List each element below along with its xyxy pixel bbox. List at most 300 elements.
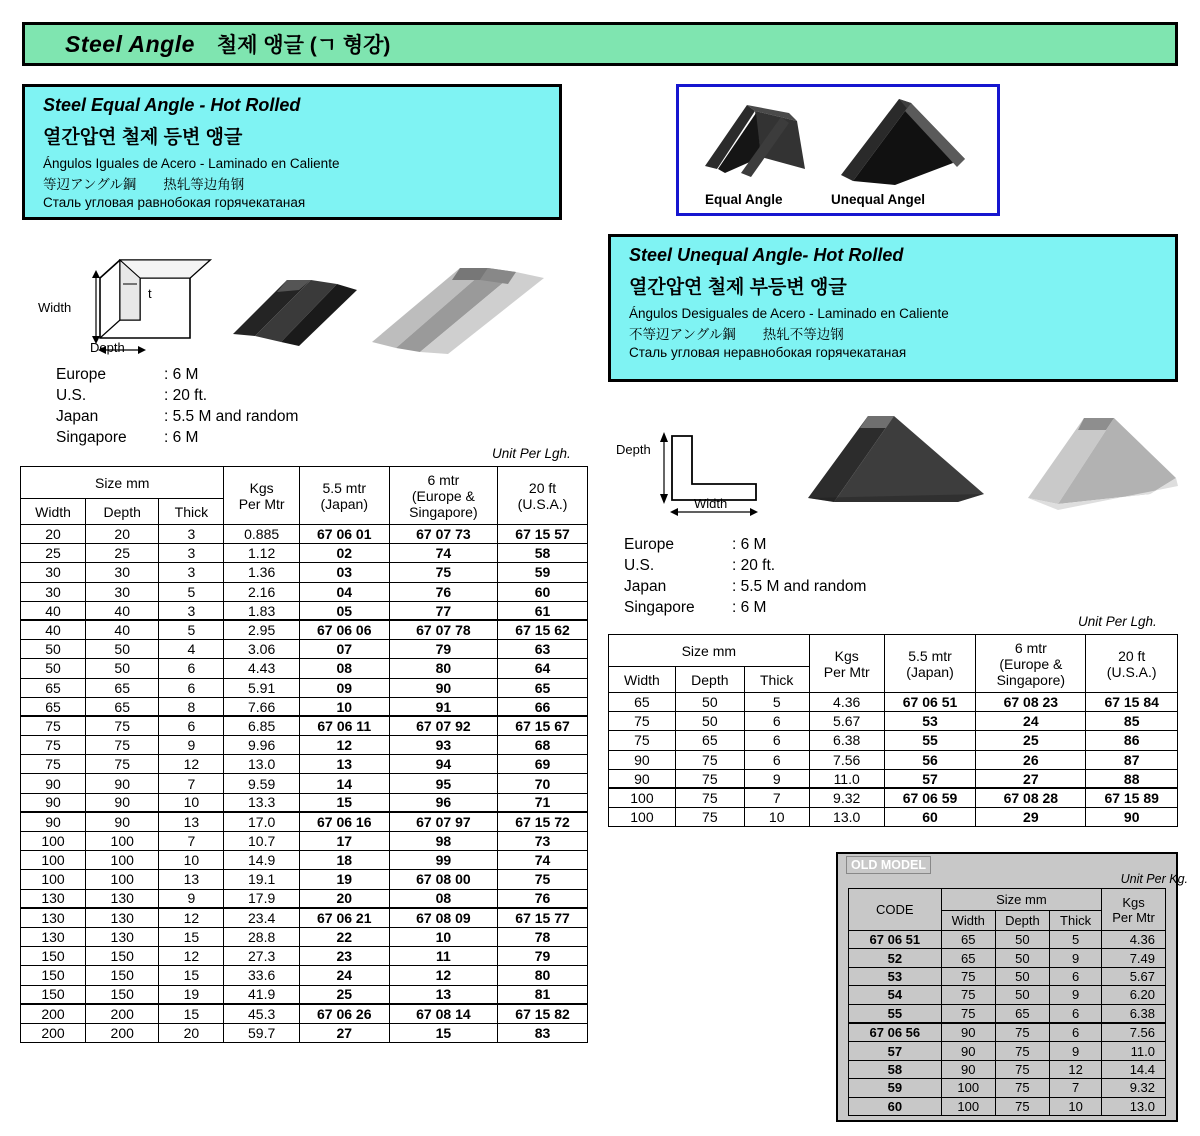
- th-size-mm: Size mm: [21, 467, 224, 499]
- cell-width: 40: [21, 620, 86, 639]
- cell-depth: 20: [86, 525, 159, 544]
- th-old-kgs-l1: Kgs: [1122, 894, 1145, 910]
- cell-width: 30: [21, 563, 86, 582]
- cell-thick: 6: [744, 750, 809, 769]
- cell-width: 100: [21, 851, 86, 870]
- cell-code-europe: 90: [389, 678, 497, 697]
- cell-thick: 7: [159, 774, 224, 793]
- cell-code-europe: 98: [389, 832, 497, 851]
- th-europe-l3: Singapore): [409, 503, 478, 520]
- table-row: [609, 712, 1178, 731]
- th-old-depth: Depth: [995, 911, 1049, 931]
- cell-old-width: 100: [941, 1079, 995, 1097]
- cell-kgs-per-mtr: 4.36: [809, 693, 884, 712]
- cell-old-width: 75: [941, 1004, 995, 1023]
- cell-kgs-per-mtr: 13.0: [224, 755, 299, 774]
- cell-kgs-per-mtr: 5.91: [224, 678, 299, 697]
- th-japan: [299, 467, 389, 525]
- cell-thick: 3: [159, 563, 224, 582]
- cell-width: 75: [21, 755, 86, 774]
- cell-kgs-per-mtr: 1.83: [224, 601, 299, 620]
- table-row: [21, 851, 588, 870]
- table-row: [609, 731, 1178, 750]
- cell-depth: 75: [675, 808, 744, 827]
- length-value: : 20 ft.: [164, 387, 208, 404]
- cell-width: 100: [21, 832, 86, 851]
- cell-width: 40: [21, 601, 86, 620]
- cell-code-europe: 15: [389, 1023, 497, 1042]
- equal-angle-illustration: [685, 91, 825, 186]
- cell-code-usa: 67 15 72: [498, 812, 588, 831]
- equal-unit-per-lgh: Unit Per Lgh.: [492, 446, 571, 461]
- cell-code-usa: 88: [1086, 769, 1178, 788]
- cell-code-usa: 67 15 84: [1086, 693, 1178, 712]
- cell-thick: 12: [159, 908, 224, 927]
- cell-code-japan: 67 06 11: [299, 716, 389, 735]
- table-row: [849, 931, 1166, 949]
- cell-width: 90: [21, 774, 86, 793]
- table-row: [21, 659, 588, 678]
- cell-kgs-per-mtr: 11.0: [809, 769, 884, 788]
- length-region: Singapore: [624, 599, 695, 616]
- length-row: [56, 364, 298, 385]
- cell-old-code: 60: [849, 1097, 942, 1115]
- equal-title-cjk: 等辺アングル鋼 热轧等边角钢: [43, 177, 245, 192]
- cell-depth: 130: [86, 889, 159, 908]
- cell-code-usa: 80: [498, 966, 588, 985]
- cell-code-usa: 67 15 89: [1086, 788, 1178, 807]
- table-row: [849, 1079, 1166, 1097]
- unequal-depth-label: Depth: [616, 442, 651, 457]
- cell-depth: 200: [86, 1004, 159, 1023]
- cell-width: 75: [21, 736, 86, 755]
- equal-title-ko: 열간압연 철제 등변 앵글: [43, 127, 243, 148]
- cell-width: 20: [21, 525, 86, 544]
- cell-code-usa: 71: [498, 793, 588, 812]
- cell-thick: 9: [744, 769, 809, 788]
- cell-width: 65: [609, 693, 676, 712]
- equal-thickness-label: t: [148, 286, 152, 301]
- cell-kgs-per-mtr: 33.6: [224, 966, 299, 985]
- cell-code-japan: 24: [299, 966, 389, 985]
- cell-kgs-per-mtr: 59.7: [224, 1023, 299, 1042]
- table-row: [21, 525, 588, 544]
- cell-width: 75: [609, 712, 676, 731]
- cell-code-europe: 76: [389, 582, 497, 601]
- cell-old-kgs: 6.38: [1102, 1004, 1166, 1023]
- table-row: [609, 693, 1178, 712]
- unequal-angle-table: [608, 634, 1178, 827]
- th-old-width: Width: [941, 911, 995, 931]
- cell-thick: 6: [159, 678, 224, 697]
- cell-width: 75: [609, 731, 676, 750]
- cell-width: 50: [21, 640, 86, 659]
- cell-kgs-per-mtr: 1.12: [224, 544, 299, 563]
- cell-old-code: 57: [849, 1042, 942, 1060]
- cell-code-usa: 67 15 82: [498, 1004, 588, 1023]
- equal-title-es: Ángulos Iguales de Acero - Laminado en Caliente: [43, 156, 340, 171]
- cell-code-japan: 67 06 01: [299, 525, 389, 544]
- cell-code-usa: 90: [1086, 808, 1178, 827]
- unequal-angle-lengths: [624, 534, 866, 618]
- cell-code-europe: 93: [389, 736, 497, 755]
- cell-code-japan: 15: [299, 793, 389, 812]
- length-row: [56, 385, 298, 406]
- th-old-thick: Thick: [1050, 911, 1102, 931]
- cell-depth: 40: [86, 620, 159, 639]
- cell-kgs-per-mtr: 2.16: [224, 582, 299, 601]
- cell-depth: 90: [86, 774, 159, 793]
- cell-code-europe: 13: [389, 985, 497, 1004]
- cell-thick: 7: [744, 788, 809, 807]
- table-row: [849, 1023, 1166, 1042]
- length-value: : 6 M: [732, 536, 767, 553]
- cell-old-width: 90: [941, 1023, 995, 1042]
- cell-thick: 9: [159, 889, 224, 908]
- cell-code-usa: 61: [498, 601, 588, 620]
- cell-code-usa: 76: [498, 889, 588, 908]
- cell-code-japan: 25: [299, 985, 389, 1004]
- table-row: [849, 1042, 1166, 1060]
- cell-width: 25: [21, 544, 86, 563]
- table-row: [21, 832, 588, 851]
- cell-thick: 10: [744, 808, 809, 827]
- cell-code-europe: 27: [976, 769, 1086, 788]
- cell-thick: 19: [159, 985, 224, 1004]
- cell-thick: 5: [744, 693, 809, 712]
- cell-code-usa: 81: [498, 985, 588, 1004]
- cell-old-kgs: 14.4: [1102, 1060, 1166, 1078]
- cell-code-usa: 65: [498, 678, 588, 697]
- cell-thick: 6: [744, 712, 809, 731]
- cell-depth: 25: [86, 544, 159, 563]
- cell-code-europe: 29: [976, 808, 1086, 827]
- cell-thick: 15: [159, 966, 224, 985]
- cell-kgs-per-mtr: 9.32: [809, 788, 884, 807]
- table-row: [21, 908, 588, 927]
- length-region: U.S.: [56, 387, 87, 404]
- th-usa-l2: (U.S.A.): [517, 495, 568, 512]
- cell-code-usa: 75: [498, 870, 588, 889]
- table-row: [21, 1023, 588, 1042]
- equal-angle-product-photo-dark: [225, 262, 365, 352]
- cell-depth: 40: [86, 601, 159, 620]
- cell-code-japan: 67 06 51: [884, 693, 976, 712]
- cell-old-kgs: 6.20: [1102, 986, 1166, 1004]
- old-model-label: OLD MODEL: [846, 856, 931, 874]
- length-value: : 6 M: [164, 429, 199, 446]
- th-kgs-per-mtr: [224, 467, 299, 525]
- cell-code-europe: 26: [976, 750, 1086, 769]
- cell-kgs-per-mtr: 3.06: [224, 640, 299, 659]
- cell-code-usa: 59: [498, 563, 588, 582]
- page-header: [22, 22, 1178, 66]
- cell-width: 90: [609, 750, 676, 769]
- cell-kgs-per-mtr: 7.66: [224, 697, 299, 716]
- cell-depth: 130: [86, 927, 159, 946]
- cell-code-europe: 67 07 78: [389, 620, 497, 639]
- table-row: [609, 788, 1178, 807]
- length-row: [624, 534, 866, 555]
- cell-old-width: 65: [941, 931, 995, 949]
- cell-thick: 20: [159, 1023, 224, 1042]
- cell-code-japan: 14: [299, 774, 389, 793]
- cell-width: 200: [21, 1023, 86, 1042]
- th-old-kgs: [1102, 889, 1166, 931]
- cell-code-europe: 67 08 00: [389, 870, 497, 889]
- cell-code-usa: 74: [498, 851, 588, 870]
- table-row: [21, 640, 588, 659]
- cell-code-europe: 11: [389, 947, 497, 966]
- unequal-title-en: Steel Unequal Angle- Hot Rolled: [629, 245, 904, 265]
- cell-width: 90: [21, 812, 86, 831]
- old-model-unit: Unit Per Kg.: [1120, 872, 1188, 886]
- th-japan-l1: 5.5 mtr: [908, 647, 952, 664]
- cell-old-depth: 75: [995, 1023, 1049, 1042]
- cell-code-japan: 23: [299, 947, 389, 966]
- cell-width: 130: [21, 889, 86, 908]
- th-usa-l1: 20 ft: [1118, 647, 1146, 664]
- cell-old-kgs: 13.0: [1102, 1097, 1166, 1115]
- cell-kgs-per-mtr: 19.1: [224, 870, 299, 889]
- equal-title-ru: Сталь угловая равнобокая горячекатаная: [43, 195, 306, 210]
- cell-thick: 9: [159, 736, 224, 755]
- cell-width: 200: [21, 1004, 86, 1023]
- cell-code-japan: 07: [299, 640, 389, 659]
- cell-depth: 50: [86, 640, 159, 659]
- cell-code-japan: 67 06 21: [299, 908, 389, 927]
- cell-code-usa: 67 15 77: [498, 908, 588, 927]
- cell-thick: 3: [159, 544, 224, 563]
- cell-old-thick: 6: [1050, 1004, 1102, 1023]
- th-europe-l2: (Europe &: [411, 487, 475, 504]
- cell-code-usa: 78: [498, 927, 588, 946]
- length-region: Japan: [624, 578, 667, 595]
- cell-thick: 4: [159, 640, 224, 659]
- th-japan-l1: 5.5 mtr: [322, 479, 367, 496]
- unequal-title-ru: Сталь угловая неравнобокая горячекатаная: [629, 345, 907, 360]
- cell-old-kgs: 11.0: [1102, 1042, 1166, 1060]
- cell-kgs-per-mtr: 14.9: [224, 851, 299, 870]
- cell-depth: 90: [86, 793, 159, 812]
- table-row: [609, 769, 1178, 788]
- cell-width: 150: [21, 966, 86, 985]
- equal-angle-caption: Equal Angle: [705, 192, 783, 207]
- cell-depth: 90: [86, 812, 159, 831]
- cell-depth: 65: [86, 697, 159, 716]
- cell-depth: 150: [86, 947, 159, 966]
- th-europe-l1: 6 mtr: [427, 471, 460, 488]
- cell-kgs-per-mtr: 6.38: [809, 731, 884, 750]
- cell-code-usa: 83: [498, 1023, 588, 1042]
- cell-thick: 3: [159, 525, 224, 544]
- equal-angle-table: [20, 466, 588, 1043]
- cell-old-code: 52: [849, 949, 942, 967]
- cell-kgs-per-mtr: 27.3: [224, 947, 299, 966]
- cell-depth: 75: [675, 750, 744, 769]
- cell-code-japan: 20: [299, 889, 389, 908]
- cell-width: 150: [21, 947, 86, 966]
- cell-old-code: 67 06 56: [849, 1023, 942, 1042]
- table-row: [21, 716, 588, 735]
- cell-code-usa: 67 15 62: [498, 620, 588, 639]
- cell-old-thick: 5: [1050, 931, 1102, 949]
- length-region: Singapore: [56, 429, 127, 446]
- cell-depth: 50: [675, 712, 744, 731]
- cell-thick: 15: [159, 927, 224, 946]
- cell-old-width: 75: [941, 986, 995, 1004]
- cell-code-japan: 12: [299, 736, 389, 755]
- cell-code-europe: 67 08 23: [976, 693, 1086, 712]
- cell-thick: 13: [159, 870, 224, 889]
- cell-code-europe: 08: [389, 889, 497, 908]
- cell-old-kgs: 7.49: [1102, 949, 1166, 967]
- cell-kgs-per-mtr: 4.43: [224, 659, 299, 678]
- angle-photo-box: [676, 84, 1000, 216]
- cell-code-usa: 87: [1086, 750, 1178, 769]
- cell-old-depth: 50: [995, 967, 1049, 985]
- table-row: [21, 812, 588, 831]
- cell-code-europe: 67 08 28: [976, 788, 1086, 807]
- th-europe-l2: (Europe &: [999, 655, 1063, 672]
- cell-old-depth: 75: [995, 1079, 1049, 1097]
- cell-old-width: 65: [941, 949, 995, 967]
- cell-code-japan: 02: [299, 544, 389, 563]
- table-row: [849, 1097, 1166, 1115]
- table-row: [21, 870, 588, 889]
- th-japan-l2: (Japan): [906, 663, 954, 680]
- cell-kgs-per-mtr: 45.3: [224, 1004, 299, 1023]
- length-row: [56, 427, 298, 448]
- length-row: [624, 597, 866, 618]
- cell-kgs-per-mtr: 17.0: [224, 812, 299, 831]
- th-thick: Thick: [744, 667, 809, 693]
- cell-kgs-per-mtr: 7.56: [809, 750, 884, 769]
- table-row: [21, 678, 588, 697]
- length-region: U.S.: [624, 557, 655, 574]
- cell-code-europe: 80: [389, 659, 497, 678]
- th-old-code: CODE: [849, 889, 942, 931]
- table-row: [21, 927, 588, 946]
- cell-code-japan: 56: [884, 750, 976, 769]
- table-row: [849, 1004, 1166, 1023]
- cell-old-depth: 50: [995, 949, 1049, 967]
- unequal-angle-product-photo-light: [1018, 408, 1188, 520]
- cell-old-depth: 65: [995, 1004, 1049, 1023]
- cell-code-japan: 57: [884, 769, 976, 788]
- cell-thick: 6: [159, 659, 224, 678]
- cell-code-usa: 69: [498, 755, 588, 774]
- table-row: [849, 967, 1166, 985]
- table-row: [21, 793, 588, 812]
- cell-depth: 200: [86, 1023, 159, 1042]
- th-width: Width: [609, 667, 676, 693]
- page-title-korean: 철제 앵글 (ㄱ 형강): [216, 34, 391, 57]
- cell-depth: 50: [86, 659, 159, 678]
- cell-old-width: 90: [941, 1042, 995, 1060]
- th-japan-l2: (Japan): [320, 495, 368, 512]
- cell-kgs-per-mtr: 41.9: [224, 985, 299, 1004]
- th-kgs-l2: Per Mtr: [823, 663, 870, 680]
- cell-thick: 12: [159, 755, 224, 774]
- cell-old-thick: 6: [1050, 967, 1102, 985]
- cell-kgs-per-mtr: 17.9: [224, 889, 299, 908]
- cell-code-japan: 08: [299, 659, 389, 678]
- table-row: [849, 1060, 1166, 1078]
- cell-thick: 15: [159, 1004, 224, 1023]
- table-row: [21, 736, 588, 755]
- cell-code-europe: 95: [389, 774, 497, 793]
- cell-old-thick: 9: [1050, 986, 1102, 1004]
- cell-old-thick: 12: [1050, 1060, 1102, 1078]
- cell-code-usa: 70: [498, 774, 588, 793]
- cell-code-usa: 63: [498, 640, 588, 659]
- cell-depth: 30: [86, 563, 159, 582]
- cell-old-kgs: 7.56: [1102, 1023, 1166, 1042]
- cell-depth: 50: [675, 693, 744, 712]
- th-usa-l1: 20 ft: [528, 479, 557, 496]
- table-row: [609, 808, 1178, 827]
- cell-old-kgs: 9.32: [1102, 1079, 1166, 1097]
- th-japan: [884, 635, 976, 693]
- length-region: Europe: [56, 366, 106, 383]
- cell-code-japan: 22: [299, 927, 389, 946]
- th-usa: [1086, 635, 1178, 693]
- equal-depth-label: Depth: [90, 340, 125, 355]
- cell-code-usa: 67 15 67: [498, 716, 588, 735]
- cell-old-depth: 75: [995, 1097, 1049, 1115]
- cell-depth: 100: [86, 870, 159, 889]
- cell-code-usa: 68: [498, 736, 588, 755]
- cell-kgs-per-mtr: 13.3: [224, 793, 299, 812]
- equal-angle-title-box: [22, 84, 562, 220]
- cell-old-code: 67 06 51: [849, 931, 942, 949]
- cell-code-usa: 79: [498, 947, 588, 966]
- cell-depth: 100: [86, 832, 159, 851]
- th-usa: [498, 467, 588, 525]
- length-value: : 5.5 M and random: [732, 578, 867, 595]
- cell-depth: 75: [86, 716, 159, 735]
- cell-depth: 130: [86, 908, 159, 927]
- th-usa-l2: (U.S.A.): [1106, 663, 1157, 680]
- th-old-kgs-l2: Per Mtr: [1112, 909, 1155, 925]
- cell-code-europe: 67 07 97: [389, 812, 497, 831]
- cell-code-europe: 24: [976, 712, 1086, 731]
- cell-code-usa: 58: [498, 544, 588, 563]
- cell-code-usa: 60: [498, 582, 588, 601]
- cell-kgs-per-mtr: 23.4: [224, 908, 299, 927]
- cell-code-europe: 96: [389, 793, 497, 812]
- cell-code-europe: 75: [389, 563, 497, 582]
- th-kgs-l1: Kgs: [834, 647, 859, 664]
- cell-code-usa: 73: [498, 832, 588, 851]
- table-row: [21, 985, 588, 1004]
- cell-kgs-per-mtr: 9.59: [224, 774, 299, 793]
- cell-old-thick: 9: [1050, 1042, 1102, 1060]
- cell-code-europe: 67 07 73: [389, 525, 497, 544]
- cell-width: 65: [21, 678, 86, 697]
- cell-kgs-per-mtr: 0.885: [224, 525, 299, 544]
- table-row: [21, 774, 588, 793]
- cell-code-japan: 18: [299, 851, 389, 870]
- cell-code-japan: 67 06 16: [299, 812, 389, 831]
- cell-code-europe: 91: [389, 697, 497, 716]
- th-size-mm: Size mm: [609, 635, 810, 667]
- cell-kgs-per-mtr: 5.67: [809, 712, 884, 731]
- equal-title-en: Steel Equal Angle - Hot Rolled: [43, 95, 301, 115]
- th-depth: Depth: [675, 667, 744, 693]
- unequal-unit-per-lgh: Unit Per Lgh.: [1078, 614, 1157, 629]
